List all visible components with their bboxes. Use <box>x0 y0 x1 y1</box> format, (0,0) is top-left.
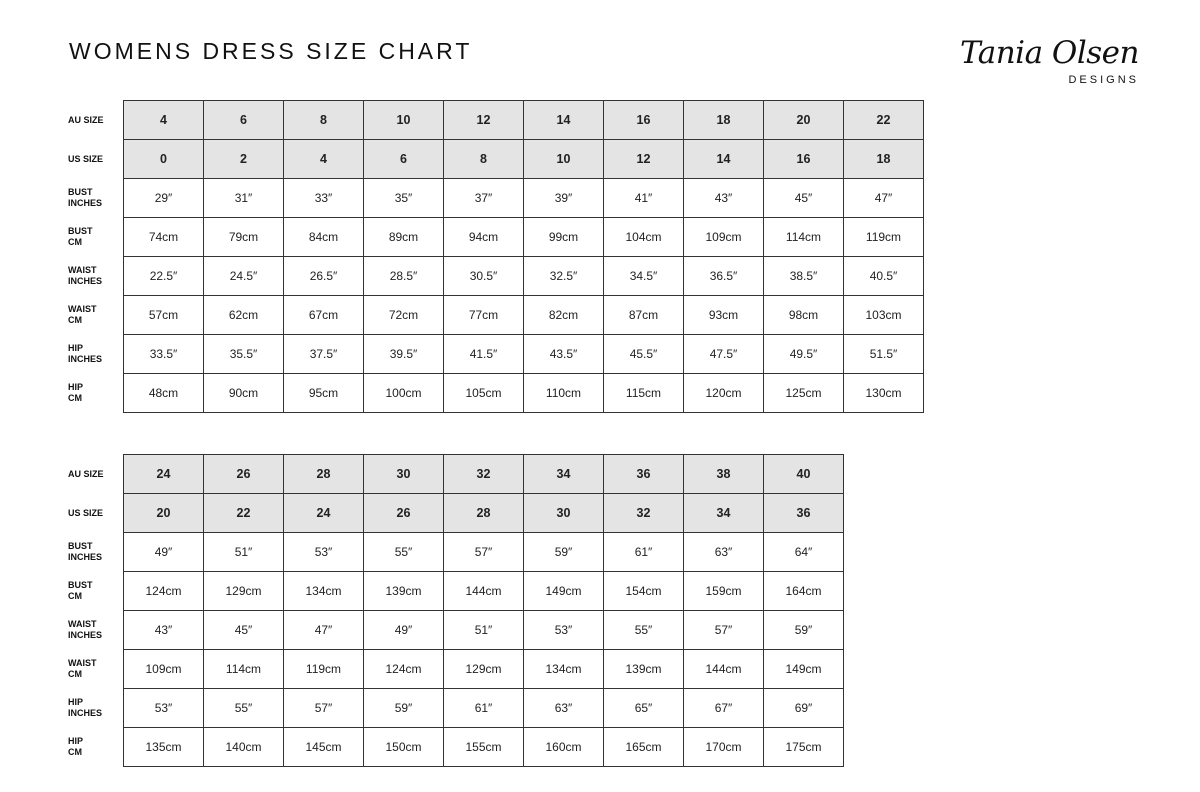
row-label-line: INCHES <box>68 276 103 286</box>
measurement-cell: 64″ <box>764 533 844 572</box>
size-header-cell: 14 <box>684 140 764 179</box>
row-label <box>68 611 124 650</box>
row-label-line: BUST <box>68 541 93 551</box>
measurement-cell: 61″ <box>604 533 684 572</box>
measurement-cell: 45.5″ <box>604 335 684 374</box>
size-header-cell: 24 <box>124 455 204 494</box>
size-header-cell: 34 <box>684 494 764 533</box>
measurement-row <box>68 533 844 572</box>
measurement-cell: 26.5″ <box>284 257 364 296</box>
measurement-cell: 95cm <box>284 374 364 413</box>
measurement-cell: 35.5″ <box>204 335 284 374</box>
row-label <box>68 140 124 179</box>
measurement-cell: 139cm <box>604 650 684 689</box>
row-label <box>68 728 124 767</box>
size-header-row <box>68 494 844 533</box>
size-header-cell: 18 <box>684 101 764 140</box>
size-header-cell: 4 <box>124 101 204 140</box>
row-label <box>68 179 124 218</box>
measurement-cell: 43″ <box>684 179 764 218</box>
measurement-cell: 47.5″ <box>684 335 764 374</box>
row-label <box>68 257 124 296</box>
measurement-cell: 33″ <box>284 179 364 218</box>
measurement-cell: 104cm <box>604 218 684 257</box>
measurement-cell: 94cm <box>444 218 524 257</box>
measurement-cell: 164cm <box>764 572 844 611</box>
measurement-cell: 125cm <box>764 374 844 413</box>
measurement-cell: 99cm <box>524 218 604 257</box>
measurement-cell: 43″ <box>124 611 204 650</box>
measurement-cell: 49.5″ <box>764 335 844 374</box>
size-header-cell: 22 <box>844 101 924 140</box>
measurement-cell: 51″ <box>204 533 284 572</box>
row-label-line: AU SIZE <box>68 468 104 479</box>
row-label-line: BUST <box>68 187 93 197</box>
measurement-cell: 90cm <box>204 374 284 413</box>
measurement-row <box>68 296 924 335</box>
measurement-cell: 41.5″ <box>444 335 524 374</box>
measurement-cell: 175cm <box>764 728 844 767</box>
measurement-cell: 55″ <box>604 611 684 650</box>
measurement-row <box>68 335 924 374</box>
row-label <box>68 218 124 257</box>
row-label-line: US SIZE <box>68 507 104 518</box>
measurement-cell: 45″ <box>204 611 284 650</box>
row-label-line: HIP <box>68 343 84 353</box>
measurement-row <box>68 728 844 767</box>
measurement-cell: 72cm <box>364 296 444 335</box>
measurement-cell: 145cm <box>284 728 364 767</box>
size-header-row <box>68 455 844 494</box>
measurement-row <box>68 650 844 689</box>
size-header-cell: 26 <box>204 455 284 494</box>
row-label-line: CM <box>68 315 82 325</box>
row-label-line: HIP <box>68 382 84 392</box>
measurement-cell: 57″ <box>444 533 524 572</box>
measurement-cell: 53″ <box>124 689 204 728</box>
measurement-cell: 47″ <box>284 611 364 650</box>
measurement-cell: 55″ <box>364 533 444 572</box>
measurement-cell: 124cm <box>124 572 204 611</box>
measurement-cell: 98cm <box>764 296 844 335</box>
size-header-cell: 40 <box>764 455 844 494</box>
measurement-cell: 114cm <box>764 218 844 257</box>
measurement-cell: 84cm <box>284 218 364 257</box>
row-label <box>68 374 124 413</box>
row-label <box>68 689 124 728</box>
row-label <box>68 650 124 689</box>
size-header-cell: 18 <box>844 140 924 179</box>
row-label-line: HIP <box>68 736 84 746</box>
size-header-cell: 16 <box>604 101 684 140</box>
row-label <box>68 494 124 533</box>
measurement-cell: 39.5″ <box>364 335 444 374</box>
row-label-line: INCHES <box>68 198 103 208</box>
row-label-line: CM <box>68 237 82 247</box>
measurement-cell: 48cm <box>124 374 204 413</box>
row-label-line: INCHES <box>68 630 103 640</box>
measurement-cell: 149cm <box>524 572 604 611</box>
measurement-cell: 115cm <box>604 374 684 413</box>
measurement-cell: 139cm <box>364 572 444 611</box>
measurement-cell: 63″ <box>524 689 604 728</box>
measurement-row <box>68 572 844 611</box>
row-label-line: CM <box>68 747 82 757</box>
measurement-cell: 30.5″ <box>444 257 524 296</box>
measurement-cell: 109cm <box>684 218 764 257</box>
measurement-row <box>68 218 924 257</box>
size-header-cell: 34 <box>524 455 604 494</box>
measurement-cell: 119cm <box>284 650 364 689</box>
size-header-row <box>68 101 924 140</box>
size-header-cell: 22 <box>204 494 284 533</box>
measurement-cell: 130cm <box>844 374 924 413</box>
measurement-cell: 53″ <box>284 533 364 572</box>
size-header-cell: 10 <box>364 101 444 140</box>
size-header-cell: 30 <box>364 455 444 494</box>
size-header-cell: 6 <box>204 101 284 140</box>
measurement-cell: 55″ <box>204 689 284 728</box>
measurement-cell: 129cm <box>204 572 284 611</box>
measurement-cell: 22.5″ <box>124 257 204 296</box>
size-header-cell: 4 <box>284 140 364 179</box>
size-header-cell: 16 <box>764 140 844 179</box>
measurement-cell: 134cm <box>524 650 604 689</box>
size-header-cell: 28 <box>284 455 364 494</box>
row-label-line: CM <box>68 393 82 403</box>
measurement-cell: 59″ <box>764 611 844 650</box>
measurement-cell: 28.5″ <box>364 257 444 296</box>
measurement-cell: 149cm <box>764 650 844 689</box>
measurement-cell: 59″ <box>524 533 604 572</box>
brand-logo-script: Tania Olsen <box>959 35 1139 71</box>
measurement-row <box>68 257 924 296</box>
row-label-line: WAIST <box>68 658 97 668</box>
row-label-line: HIP <box>68 697 84 707</box>
measurement-row <box>68 374 924 413</box>
size-header-cell: 8 <box>284 101 364 140</box>
brand-logo <box>960 36 1139 86</box>
measurement-cell: 34.5″ <box>604 257 684 296</box>
measurement-cell: 33.5″ <box>124 335 204 374</box>
measurement-cell: 79cm <box>204 218 284 257</box>
measurement-cell: 114cm <box>204 650 284 689</box>
measurement-cell: 51.5″ <box>844 335 924 374</box>
size-header-cell: 14 <box>524 101 604 140</box>
row-label-line: INCHES <box>68 354 103 364</box>
measurement-cell: 38.5″ <box>764 257 844 296</box>
size-table-2 <box>68 454 844 767</box>
row-label <box>68 335 124 374</box>
size-header-cell: 12 <box>604 140 684 179</box>
measurement-cell: 65″ <box>604 689 684 728</box>
measurement-cell: 41″ <box>604 179 684 218</box>
measurement-cell: 170cm <box>684 728 764 767</box>
size-header-cell: 20 <box>764 101 844 140</box>
size-header-row <box>68 140 924 179</box>
measurement-cell: 62cm <box>204 296 284 335</box>
brand-logo-subtitle: DESIGNS <box>1068 74 1139 86</box>
row-label <box>68 296 124 335</box>
measurement-cell: 159cm <box>684 572 764 611</box>
measurement-cell: 32.5″ <box>524 257 604 296</box>
measurement-cell: 150cm <box>364 728 444 767</box>
measurement-cell: 63″ <box>684 533 764 572</box>
measurement-cell: 43.5″ <box>524 335 604 374</box>
row-label <box>68 572 124 611</box>
row-label <box>68 533 124 572</box>
measurement-cell: 39″ <box>524 179 604 218</box>
size-header-cell: 24 <box>284 494 364 533</box>
measurement-cell: 35″ <box>364 179 444 218</box>
measurement-cell: 140cm <box>204 728 284 767</box>
measurement-cell: 120cm <box>684 374 764 413</box>
size-header-cell: 0 <box>124 140 204 179</box>
measurement-cell: 53″ <box>524 611 604 650</box>
measurement-cell: 36.5″ <box>684 257 764 296</box>
measurement-cell: 47″ <box>844 179 924 218</box>
measurement-row <box>68 689 844 728</box>
row-label-line: INCHES <box>68 552 103 562</box>
size-header-cell: 12 <box>444 101 524 140</box>
size-header-cell: 26 <box>364 494 444 533</box>
row-label-line: BUST <box>68 580 93 590</box>
measurement-cell: 144cm <box>684 650 764 689</box>
row-label-line: WAIST <box>68 619 97 629</box>
size-header-cell: 6 <box>364 140 444 179</box>
measurement-cell: 119cm <box>844 218 924 257</box>
size-header-cell: 36 <box>764 494 844 533</box>
row-label <box>68 455 124 494</box>
measurement-cell: 59″ <box>364 689 444 728</box>
size-header-cell: 36 <box>604 455 684 494</box>
measurement-cell: 144cm <box>444 572 524 611</box>
size-table-1 <box>68 100 924 413</box>
measurement-cell: 69″ <box>764 689 844 728</box>
measurement-cell: 124cm <box>364 650 444 689</box>
size-header-cell: 20 <box>124 494 204 533</box>
measurement-cell: 135cm <box>124 728 204 767</box>
measurement-cell: 40.5″ <box>844 257 924 296</box>
size-header-cell: 32 <box>604 494 684 533</box>
row-label-line: CM <box>68 669 82 679</box>
size-header-cell: 8 <box>444 140 524 179</box>
measurement-cell: 24.5″ <box>204 257 284 296</box>
measurement-row <box>68 179 924 218</box>
measurement-cell: 93cm <box>684 296 764 335</box>
row-label-line: INCHES <box>68 708 103 718</box>
row-label <box>68 101 124 140</box>
row-label-line: WAIST <box>68 304 97 314</box>
measurement-cell: 155cm <box>444 728 524 767</box>
measurement-cell: 74cm <box>124 218 204 257</box>
measurement-cell: 49″ <box>124 533 204 572</box>
measurement-cell: 67cm <box>284 296 364 335</box>
size-header-cell: 10 <box>524 140 604 179</box>
measurement-cell: 67″ <box>684 689 764 728</box>
measurement-cell: 87cm <box>604 296 684 335</box>
measurement-cell: 165cm <box>604 728 684 767</box>
measurement-cell: 134cm <box>284 572 364 611</box>
row-label-line: BUST <box>68 226 93 236</box>
row-label-line: CM <box>68 591 82 601</box>
size-header-cell: 30 <box>524 494 604 533</box>
measurement-row <box>68 611 844 650</box>
measurement-cell: 37.5″ <box>284 335 364 374</box>
measurement-cell: 37″ <box>444 179 524 218</box>
size-header-cell: 28 <box>444 494 524 533</box>
size-header-cell: 38 <box>684 455 764 494</box>
measurement-cell: 57cm <box>124 296 204 335</box>
measurement-cell: 105cm <box>444 374 524 413</box>
row-label-line: AU SIZE <box>68 114 104 125</box>
measurement-cell: 57″ <box>284 689 364 728</box>
size-header-cell: 32 <box>444 455 524 494</box>
row-label-line: WAIST <box>68 265 97 275</box>
measurement-cell: 110cm <box>524 374 604 413</box>
measurement-cell: 103cm <box>844 296 924 335</box>
measurement-cell: 154cm <box>604 572 684 611</box>
measurement-cell: 57″ <box>684 611 764 650</box>
measurement-cell: 51″ <box>444 611 524 650</box>
measurement-cell: 77cm <box>444 296 524 335</box>
measurement-cell: 89cm <box>364 218 444 257</box>
measurement-cell: 100cm <box>364 374 444 413</box>
measurement-cell: 49″ <box>364 611 444 650</box>
measurement-cell: 61″ <box>444 689 524 728</box>
measurement-cell: 160cm <box>524 728 604 767</box>
measurement-cell: 45″ <box>764 179 844 218</box>
size-header-cell: 2 <box>204 140 284 179</box>
page-title: WOMENS DRESS SIZE CHART <box>69 38 473 64</box>
measurement-cell: 129cm <box>444 650 524 689</box>
measurement-cell: 31″ <box>204 179 284 218</box>
measurement-cell: 109cm <box>124 650 204 689</box>
measurement-cell: 82cm <box>524 296 604 335</box>
measurement-cell: 29″ <box>124 179 204 218</box>
row-label-line: US SIZE <box>68 153 104 164</box>
